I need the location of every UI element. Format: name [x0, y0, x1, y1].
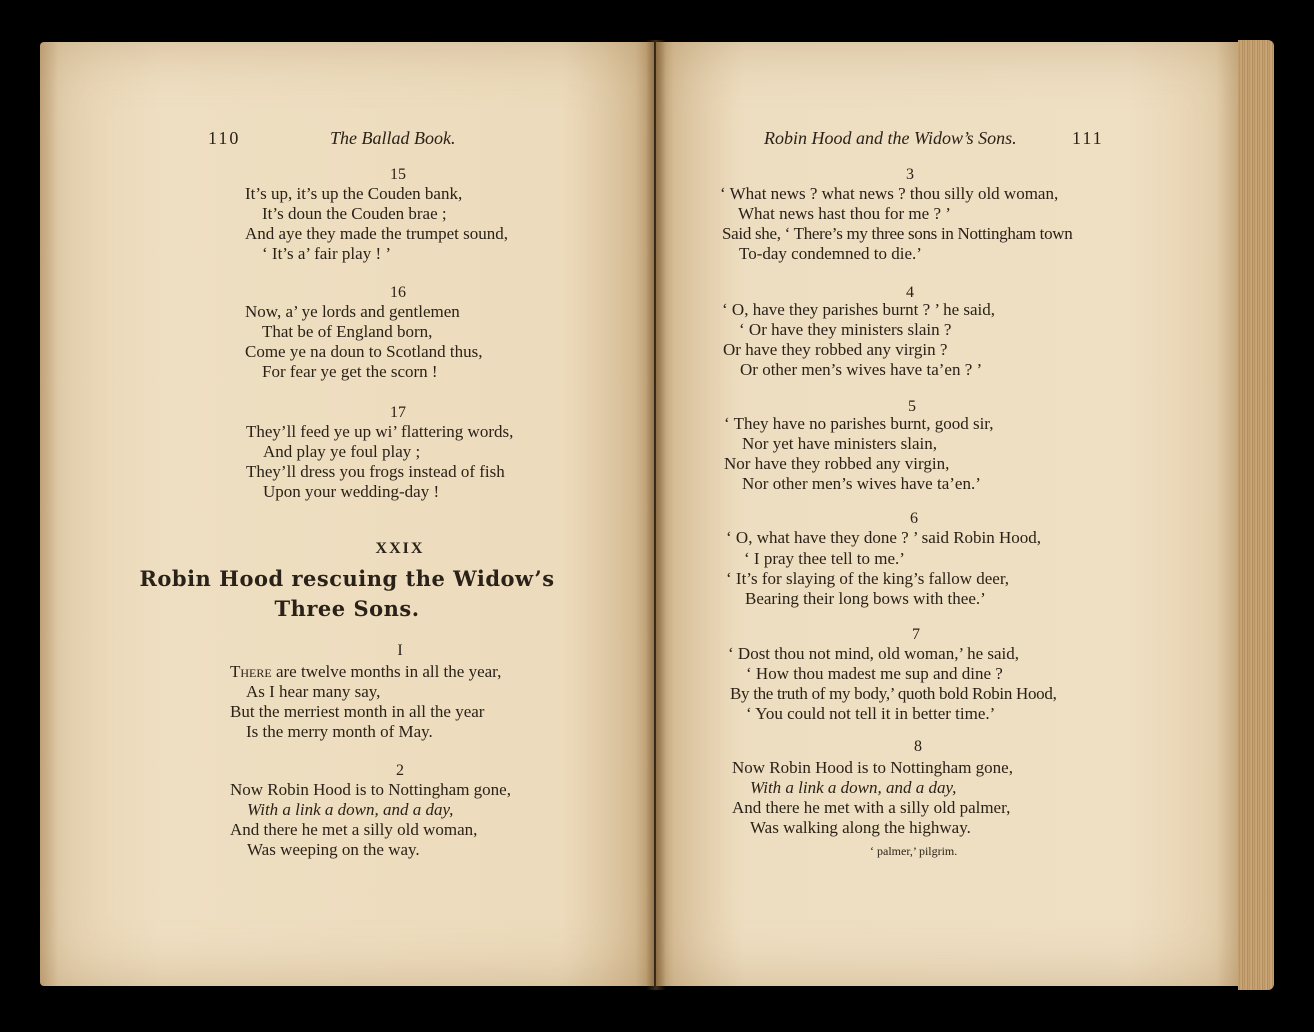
stanza-number: 8 [914, 738, 922, 755]
right-running-head: Robin Hood and the Widow’s Sons. [764, 128, 1017, 148]
verse-line: And play ye foul play ; [263, 442, 421, 461]
verse-line: That be of England born, [262, 322, 433, 341]
verse-line: For fear ye get the scorn ! [262, 362, 438, 381]
verse-line: Nor other men’s wives have ta’en.’ [742, 474, 981, 493]
verse-line: ‘ O, have they parishes burnt ? ’ he said, [722, 300, 996, 319]
verse-refrain: With a link a down, and a day, [750, 778, 957, 797]
left-page-number: 110 [208, 128, 241, 148]
verse-line: ‘ How thou madest me sup and dine ? [746, 664, 1003, 683]
verse-line: ‘ Or have they ministers slain ? [739, 320, 952, 339]
stanza-number: 4 [906, 284, 914, 301]
stanza-number: 3 [906, 166, 914, 183]
stanza-number: 16 [390, 284, 406, 301]
verse-line: ‘ It’s a’ fair play ! ’ [262, 244, 392, 263]
verse-line: Bearing their long bows with thee.’ [745, 589, 986, 608]
verse-line: But the merriest month in all the year [230, 702, 485, 721]
ballad-title: Robin Hood rescuing the Widow’s [139, 566, 555, 591]
verse-line: Nor yet have ministers slain, [742, 434, 937, 453]
verse-line: And there he met with a silly old palmer, [732, 798, 1011, 817]
verse-line: Was walking along the highway. [750, 818, 971, 837]
verse-line: ‘ I pray thee tell to me.’ [744, 549, 905, 568]
verse-line: Now Robin Hood is to Nottingham gone, [732, 758, 1013, 777]
verse-line: Come ye na doun to Scotland thus, [245, 342, 483, 361]
verse-line: Now, a’ ye lords and gentlemen [245, 302, 460, 321]
open-book [40, 40, 1274, 990]
stanza-number: 15 [390, 166, 406, 183]
stanza-number: 2 [396, 762, 404, 779]
ballad-title-continued: Three Sons. [274, 596, 420, 621]
verse-line-rest: are twelve months in all the year, [275, 662, 502, 681]
verse-line: By the truth of my body,’ quoth bold Robin Hood, [730, 684, 1057, 703]
footnote: ‘ palmer,’ pilgrim. [870, 844, 958, 858]
page-edges [1238, 40, 1274, 990]
verse-refrain: With a link a down, and a day, [247, 800, 454, 819]
book-gutter [646, 40, 666, 990]
verse-line: To-day condemned to die.’ [739, 244, 922, 263]
verse-line: It’s doun the Couden brae ; [262, 204, 447, 223]
left-running-head: The Ballad Book. [330, 128, 456, 148]
verse-line: As I hear many say, [246, 682, 381, 701]
verse-line: Upon your wedding-day ! [263, 482, 440, 501]
verse-line: And aye they made the trumpet sound, [245, 224, 508, 243]
verse-line: ‘ They have no parishes burnt, good sir, [724, 414, 994, 433]
verse-line: And there he met a silly old woman, [230, 820, 478, 839]
ballad-number: XXIX [375, 540, 425, 557]
verse-line: Nor have they robbed any virgin, [724, 454, 950, 473]
verse-line: They’ll dress you frogs instead of fish [246, 462, 505, 481]
stanza-number: 17 [390, 404, 406, 421]
verse-line: Now Robin Hood is to Nottingham gone, [230, 780, 511, 799]
verse-line: Or other men’s wives have ta’en ? ’ [740, 360, 983, 379]
verse-line: They’ll feed ye up wi’ flattering words, [246, 422, 514, 441]
verse-line: ‘ It’s for slaying of the king’s fallow deer, [726, 569, 1010, 588]
verse-line: Said she, ‘ There’s my three sons in Nottingham town [722, 224, 1073, 243]
stanza-number: 5 [908, 398, 916, 415]
verse-line: It’s up, it’s up the Couden bank, [245, 184, 463, 203]
stanza-number: 6 [910, 510, 918, 527]
stanza-number: I [397, 642, 403, 659]
right-page-number: 111 [1072, 128, 1104, 148]
stanza-number: 7 [912, 626, 920, 643]
verse-line: What news hast thou for me ? ’ [738, 204, 951, 223]
verse-line: Is the merry month of May. [246, 722, 433, 741]
verse-line: Was weeping on the way. [247, 840, 420, 859]
verse-line [230, 662, 501, 682]
verse-line: ‘ Dost thou not mind, old woman,’ he said, [728, 644, 1020, 663]
verse-line: ‘ O, what have they done ? ’ said Robin Hood, [726, 528, 1042, 547]
right-page [656, 42, 1246, 986]
verse-line: ‘ What news ? what news ? thou silly old woman, [720, 184, 1059, 203]
verse-line: Or have they robbed any virgin ? [723, 340, 948, 359]
drop-word: There [230, 662, 272, 681]
verse-line: ‘ You could not tell it in better time.’ [746, 704, 996, 723]
left-page [40, 42, 654, 986]
